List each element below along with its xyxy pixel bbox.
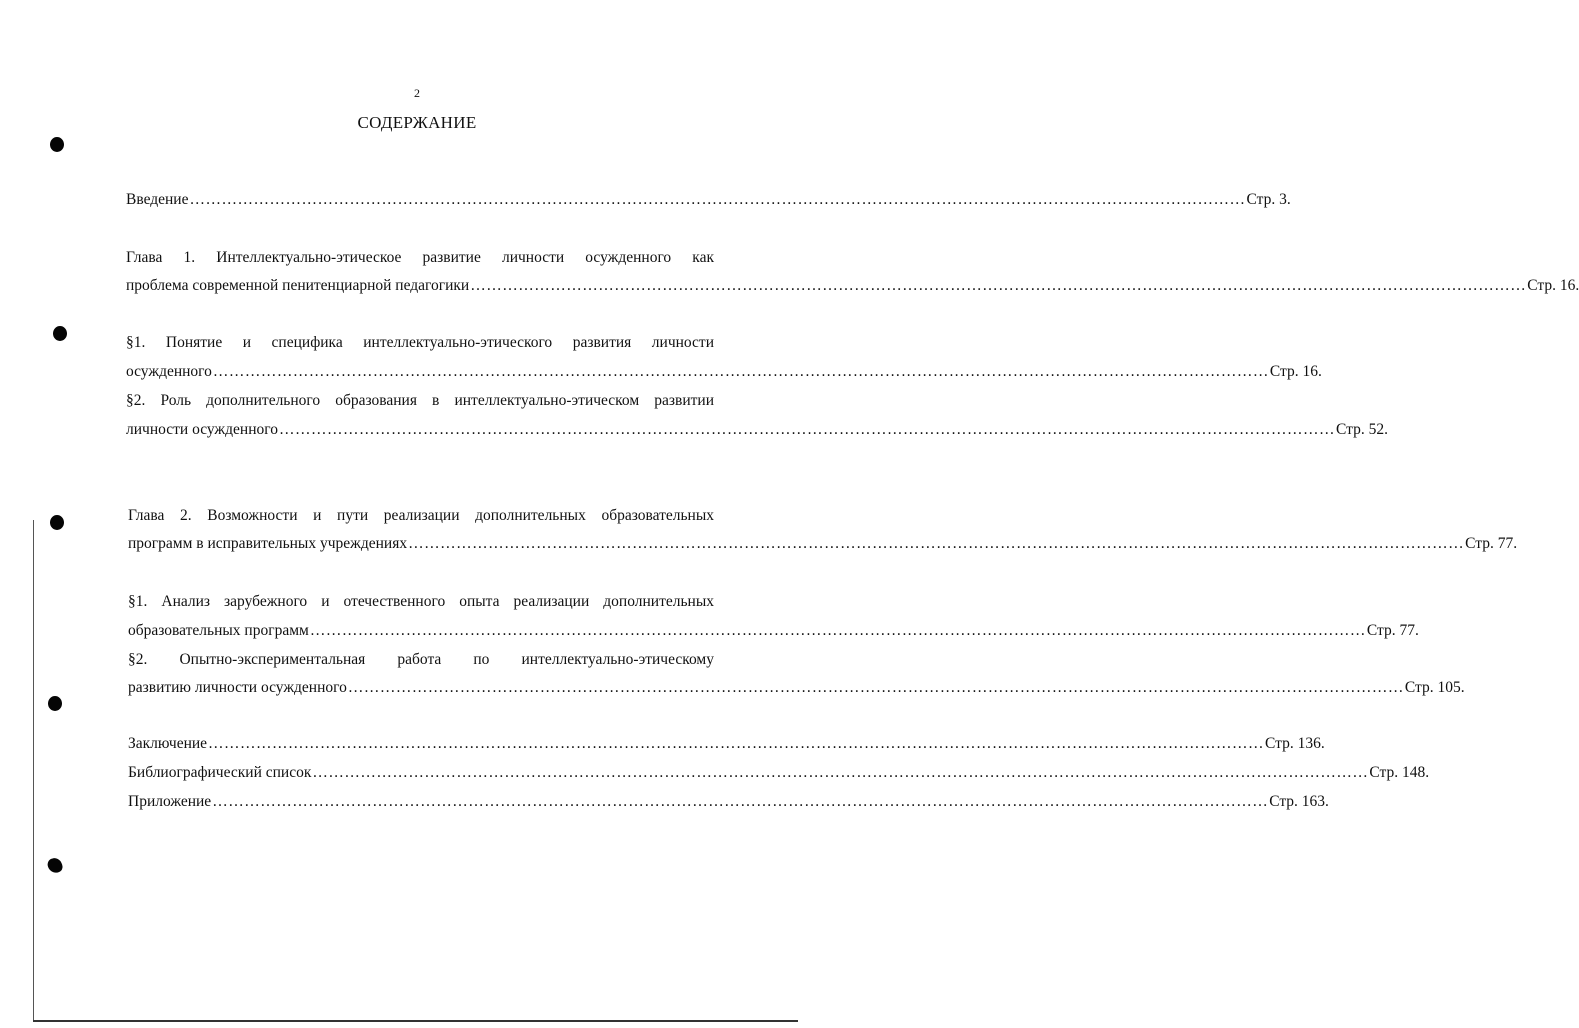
punch-hole-mark — [48, 696, 62, 711]
toc-section-2-1-line-1: §1. Анализ зарубежного и отечественного опыта реализации дополнительных — [128, 593, 714, 610]
dot-leader: ……………………………………………………………………………………………………………………………………………………………………………… — [189, 191, 1246, 208]
dot-leader: ……………………………………………………………………………………………………………………………………………………………………………… — [470, 277, 1527, 294]
toc-section-2-2-line-1: §2. Опытно-экспериментальная работа по интеллектуально-этическому — [128, 651, 714, 668]
toc-entry-page: Стр. 105. — [1404, 679, 1465, 696]
dot-leader: ……………………………………………………………………………………………………………………………………………………………………………… — [309, 622, 1366, 639]
toc-entry-conclusion — [128, 734, 1325, 754]
toc-entry-page: Стр. 136. — [1265, 735, 1325, 752]
dot-leader: ……………………………………………………………………………………………………………………………………………………………………………… — [347, 679, 1404, 696]
punch-hole-mark — [46, 856, 64, 875]
toc-entry-bibliography — [128, 763, 1430, 783]
toc-entry-label: Приложение — [128, 793, 212, 810]
scan-edge-bottom — [33, 1020, 798, 1022]
page-title: СОДЕРЖАНИЕ — [357, 113, 477, 132]
toc-entry-intro — [126, 190, 1291, 210]
toc-entry-label: программ в исправительных учреждениях — [128, 535, 408, 552]
toc-section-1-2-line-2 — [126, 420, 1388, 440]
punch-hole-mark — [50, 515, 64, 530]
toc-entry-page: Стр. 3. — [1246, 191, 1291, 208]
toc-entry-label: осужденного — [126, 363, 212, 380]
toc-section-2-2-line-2 — [128, 678, 1465, 698]
toc-section-2-1-line-2 — [128, 621, 1419, 641]
toc-section-1-2-line-1: §2. Роль дополнительного образования в интеллектуально-этическом развитии — [126, 392, 714, 409]
toc-entry-label: Заключение — [128, 735, 208, 752]
toc-entry-page: Стр. 148. — [1369, 764, 1430, 781]
dot-leader: ……………………………………………………………………………………………………………………………………………………………………………… — [312, 764, 1369, 781]
toc-chapter-2-line-2 — [128, 534, 1518, 554]
punch-hole-mark — [53, 326, 67, 341]
dot-leader: ……………………………………………………………………………………………………………………………………………………………………………… — [278, 421, 1335, 438]
page-number: 2 — [414, 86, 420, 100]
scan-edge-left — [33, 520, 34, 1020]
toc-entry-appendix — [128, 792, 1329, 812]
toc-entry-page: Стр. 52. — [1335, 421, 1388, 438]
toc-entry-page: Стр. 77. — [1366, 622, 1419, 639]
toc-entry-page: Стр. 163. — [1269, 793, 1329, 810]
toc-entry-label: Библиографический список — [128, 764, 312, 781]
toc-entry-page: Стр. 16. — [1527, 277, 1579, 294]
toc-entry-label: образовательных программ — [128, 622, 309, 639]
punch-hole-mark — [50, 137, 64, 152]
toc-entry-label: Введение — [126, 191, 189, 208]
toc-section-1-1-line-1: §1. Понятие и специфика интеллектуально-этического развития личности — [126, 334, 714, 351]
toc-entry-label: личности осужденного — [126, 421, 278, 438]
dot-leader: ……………………………………………………………………………………………………………………………………………………………………………… — [212, 363, 1269, 380]
toc-section-1-1-line-2 — [126, 362, 1322, 382]
toc-chapter-1-line-1: Глава 1. Интеллектуально-этическое развитие личности осужденного как — [126, 249, 714, 266]
toc-chapter-1-line-2 — [126, 276, 1579, 296]
dot-leader: ……………………………………………………………………………………………………………………………………………………………………………… — [208, 735, 1265, 752]
toc-entry-page: Стр. 16. — [1269, 363, 1322, 380]
dot-leader: ……………………………………………………………………………………………………………………………………………………………………………… — [212, 793, 1269, 810]
dot-leader: ……………………………………………………………………………………………………………………………………………………………………………… — [408, 535, 1465, 552]
toc-entry-label: развитию личности осужденного — [128, 679, 347, 696]
toc-entry-label: проблема современной пенитенциарной педагогики — [126, 277, 470, 294]
toc-entry-page: Стр. 77. — [1465, 535, 1518, 552]
toc-chapter-2-line-1: Глава 2. Возможности и пути реализации дополнительных образовательных — [128, 507, 714, 524]
